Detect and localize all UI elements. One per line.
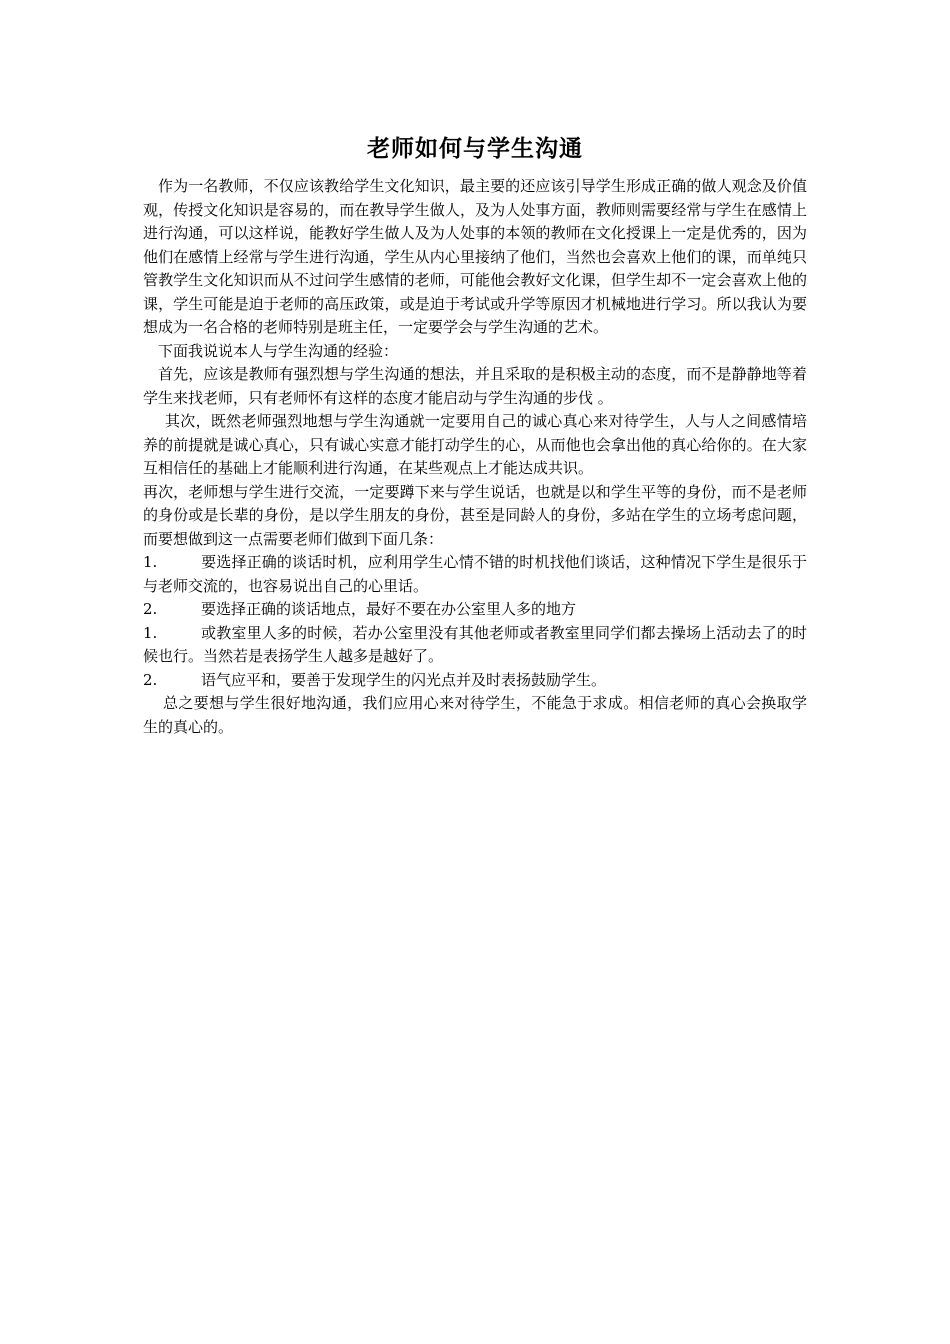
list-number: 1. — [143, 553, 158, 571]
list-item — [143, 622, 807, 669]
paragraph-experience-lead: 下面我说说本人与学生沟通的经验： — [158, 341, 399, 360]
document-body — [143, 175, 807, 739]
list-item — [143, 551, 807, 598]
list-number: 1. — [143, 623, 158, 642]
list-item-text: 要选择正确的谈话地点，最好不要在办公室里人多的地方 — [201, 600, 577, 618]
paragraph-intro: 作为一名教师，不仅应该教给学生文化知识，最主要的还应该引导学生形成正确的做人观念及价值观，传授文化知识是容易的，而在教导学生做人，及为人处事方面，教师则需要经常与学生在感情上进行沟通，可以这样说，能教好学生做人及为人处事的本领的教师在文化授课上一定是优秀的，因为他们在感情上经常与学生进行沟通，学生从内心里接纳了他们，当然也会喜欢上他们的课，而单纯只管教学生文化知识而从不过问学生感情的老师，可能他会教好文化课，但学生却不一定会喜欢上他的课，学生可能是迫于老师的高压政策，或是迫于考试或升学等原因才机械地进行学习。所以我认为要想成为一名合格的老师特别是班主任，一定要学会与学生沟通的艺术。 — [143, 177, 807, 336]
list-item — [143, 598, 807, 622]
document-title: 老师如何与学生沟通 — [367, 136, 583, 162]
paragraph-conclusion: 总之要想与学生很好地沟通，我们应用心来对待学生，不能急于求成。相信老师的真心会换取学生的真心的。 — [143, 694, 807, 736]
paragraph-first: 首先，应该是教师有强烈想与学生沟通的想法，并且采取的是积极主动的态度，而不是静静地等着学生来找老师，只有老师怀有这样的态度才能启动与学生沟通的步伐 。 — [143, 365, 807, 407]
list-item — [143, 669, 807, 693]
list-number: 2. — [143, 600, 158, 618]
list-number: 2. — [143, 670, 158, 689]
list-item-text: 或教室里人多的时候，若办公室里没有其他老师或者教室里同学们都去操场上活动去了的时候也行。当然若是表扬学生人越多是越好了。 — [143, 623, 807, 665]
paragraph-third: 再次，老师想与学生进行交流，一定要蹲下来与学生说话，也就是以和学生平等的身份，而不是老师的身份或是长辈的身份，是以学生朋友的身份，甚至是同龄人的身份，多站在学生的立场考虑问题，而要想做到这一点需要老师们做到下面几条： — [143, 482, 807, 548]
paragraph-second: 其次，既然老师强烈地想与学生沟通就一定要用自己的诚心真心来对待学生，人与人之间感情培养的前提就是诚心真心，只有诚心实意才能打动学生的心，从而他也会拿出他的真心给你的。在大家互相信任的基础上才能顺利进行沟通，在某些观点上才能达成共识。 — [143, 412, 807, 477]
list-item-text: 要选择正确的谈话时机，应利用学生心情不错的时机找他们谈话，这种情况下学生是很乐于与老师交流的，也容易说出自己的心里话。 — [143, 553, 807, 595]
list-item-text: 语气应平和，要善于发现学生的闪光点并及时表扬鼓励学生。 — [201, 670, 607, 689]
